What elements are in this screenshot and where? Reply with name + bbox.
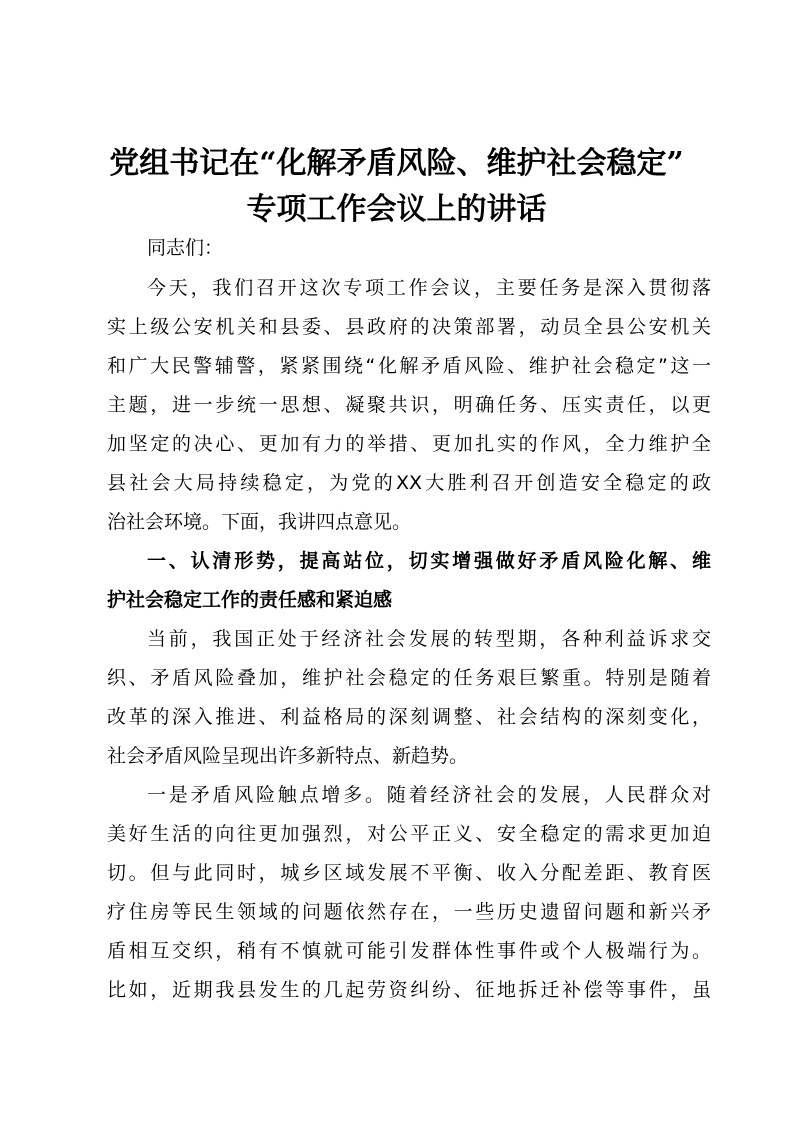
paragraph-line: 和广大民警辅警，紧紧围绕“化解矛盾风险、维护社会稳定”这一 — [107, 355, 711, 377]
document-title-line-1: 党组书记在“化解矛盾风险、维护社会稳定” — [109, 146, 684, 181]
paragraph-line: 一是矛盾风险触点增多。随着经济社会的发展，人民群众对 — [147, 784, 711, 806]
salutation: 同志们： — [147, 237, 224, 259]
paragraph-line: 织、矛盾风险叠加，维护社会稳定的任务艰巨繁重。特别是随着 — [107, 667, 711, 689]
paragraph-line: 治社会环境。下面，我讲四点意见。 — [107, 511, 412, 533]
section-heading-line: 护社会稳定工作的责任感和紧迫感 — [107, 589, 393, 611]
paragraph-line: 当前，我国正处于经济社会发展的转型期，各种利益诉求交 — [147, 628, 711, 650]
paragraph-line: 疗住房等民生领域的问题依然存在，一些历史遗留问题和新兴矛 — [107, 901, 711, 923]
paragraph-line: 主题，进一步统一思想、凝聚共识，明确任务、压实责任，以更 — [107, 394, 711, 416]
paragraph-line: 美好生活的向往更加强烈，对公平正义、安全稳定的需求更加迫 — [107, 823, 711, 845]
paragraph-line: 实上级公安机关和县委、县政府的决策部署，动员全县公安机关 — [107, 316, 711, 338]
paragraph-line: 盾相互交织，稍有不慎就可能引发群体性事件或个人极端行为。 — [107, 940, 711, 962]
paragraph-line: 比如，近期我县发生的几起劳资纠纷、征地拆迁补偿等事件，虽 — [107, 979, 711, 1001]
section-heading-line: 一、认清形势，提高站位，切实增强做好矛盾风险化解、维 — [147, 550, 711, 572]
paragraph-line: 社会矛盾风险呈现出许多新特点、新趋势。 — [107, 745, 469, 767]
document-title-line-2: 专项工作会议上的讲话 — [246, 192, 547, 227]
paragraph-line: 切。但与此同时，城乡区域发展不平衡、收入分配差距、教育医 — [107, 862, 711, 884]
paragraph-line: 改革的深入推进、利益格局的深刻调整、社会结构的深刻变化， — [107, 706, 711, 728]
paragraph-line: 今天，我们召开这次专项工作会议，主要任务是深入贯彻落 — [147, 277, 711, 299]
paragraph-line: 加坚定的决心、更加有力的举措、更加扎实的作风，全力维护全 — [107, 433, 711, 455]
paragraph-line: 县社会大局持续稳定，为党的XX大胜利召开创造安全稳定的政 — [107, 472, 711, 494]
